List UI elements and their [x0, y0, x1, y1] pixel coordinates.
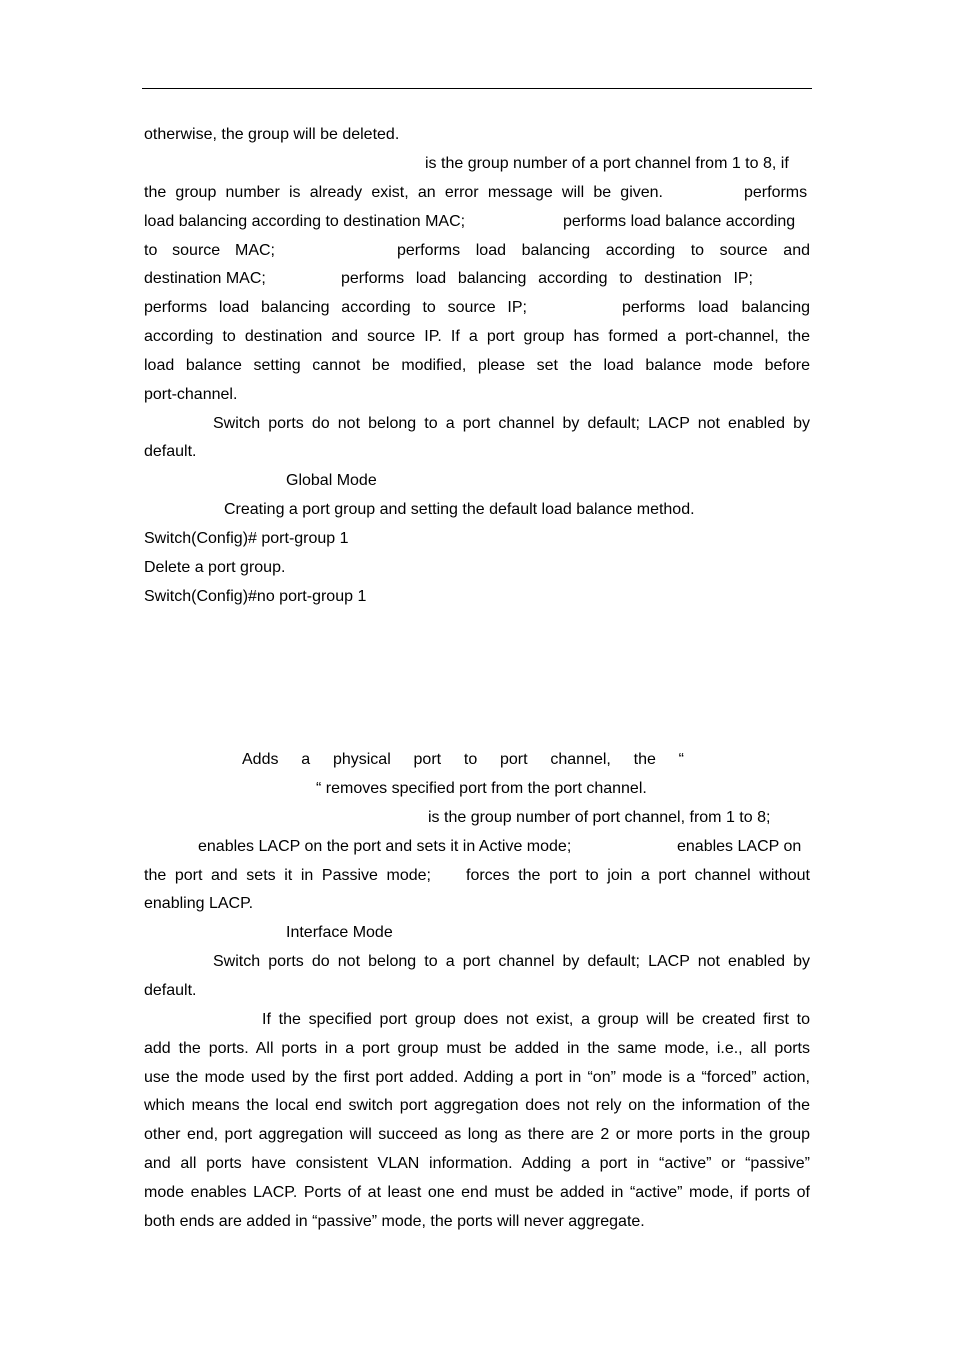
text-line: Switch ports do not belong to a port channel by default; LACP not enabled by [213, 953, 810, 970]
text-line: according to destination and source IP. If a port group has formed a port-channel, the [144, 328, 810, 345]
text-line: is the group number of port channel, from 1 to 8; [428, 809, 771, 826]
text-line: If the specified port group does not exist, a group will be created first to [262, 1011, 810, 1028]
text-line: destination MAC; [144, 270, 266, 287]
text-line: otherwise, the group will be deleted. [144, 126, 400, 143]
text-line: performs load balancing according to source and [397, 242, 810, 259]
text-line: enables LACP on the port and sets it in Active mode; [198, 838, 572, 855]
text-line: Adds a physical port to port channel, the “ [242, 751, 684, 768]
text-line: default. [144, 982, 197, 999]
text-line: both ends are added in “passive” mode, the ports will never aggregate. [144, 1213, 645, 1230]
text-line: and all ports have consistent VLAN information. Adding a port in “active” or “passive” [144, 1155, 810, 1172]
code-line: Switch(Config)# port-group 1 [144, 530, 349, 547]
text-line: enabling LACP. [144, 895, 254, 912]
text-line: port-channel. [144, 386, 238, 403]
text-line: Creating a port group and setting the default load balance method. [224, 501, 695, 518]
text-line: add the ports. All ports in a port group must be added in the same mode, i.e., all ports [144, 1040, 810, 1057]
text-line: load balance setting cannot be modified, please set the load balance mode before [144, 357, 810, 374]
text-line: which means the local end switch port aggregation does not rely on the information of the [144, 1097, 810, 1114]
text-line: performs load balancing according to source IP; [144, 299, 527, 316]
text-line: use the mode used by the first port added. Adding a port in “on” mode is a “forced” action, [144, 1069, 810, 1086]
text-line: “ removes specified port from the port channel. [316, 780, 647, 797]
text-line: the port and sets it in Passive mode; [144, 867, 431, 884]
text-line: performs [744, 184, 808, 201]
text-line: Interface Mode [286, 924, 393, 941]
text-line: the group number is already exist, an error message will be given. [144, 184, 663, 201]
header-rule [142, 88, 812, 89]
text-line: performs load balancing according to destination IP; [341, 270, 753, 287]
text-line: to source MAC; [144, 242, 275, 259]
text-line: enables LACP on [677, 838, 802, 855]
text-line: forces the port to join a port channel without [466, 867, 810, 884]
text-line: mode enables LACP. Ports of at least one end must be added in “active” mode, if ports of [144, 1184, 810, 1201]
text-line: load balancing according to destination MAC; [144, 213, 466, 230]
text-line: performs load balancing [622, 299, 810, 316]
text-line: other end, port aggregation will succeed as long as there are 2 or more ports in the group [144, 1126, 810, 1143]
code-line: Switch(Config)#no port-group 1 [144, 588, 367, 605]
text-line: Delete a port group. [144, 559, 286, 576]
text-line: Switch ports do not belong to a port channel by default; LACP not enabled by [213, 415, 810, 432]
text-line: default. [144, 443, 197, 460]
text-line: is the group number of a port channel from 1 to 8, if [425, 155, 789, 172]
text-line: performs load balance according [563, 213, 796, 230]
text-line: Global Mode [286, 472, 377, 489]
